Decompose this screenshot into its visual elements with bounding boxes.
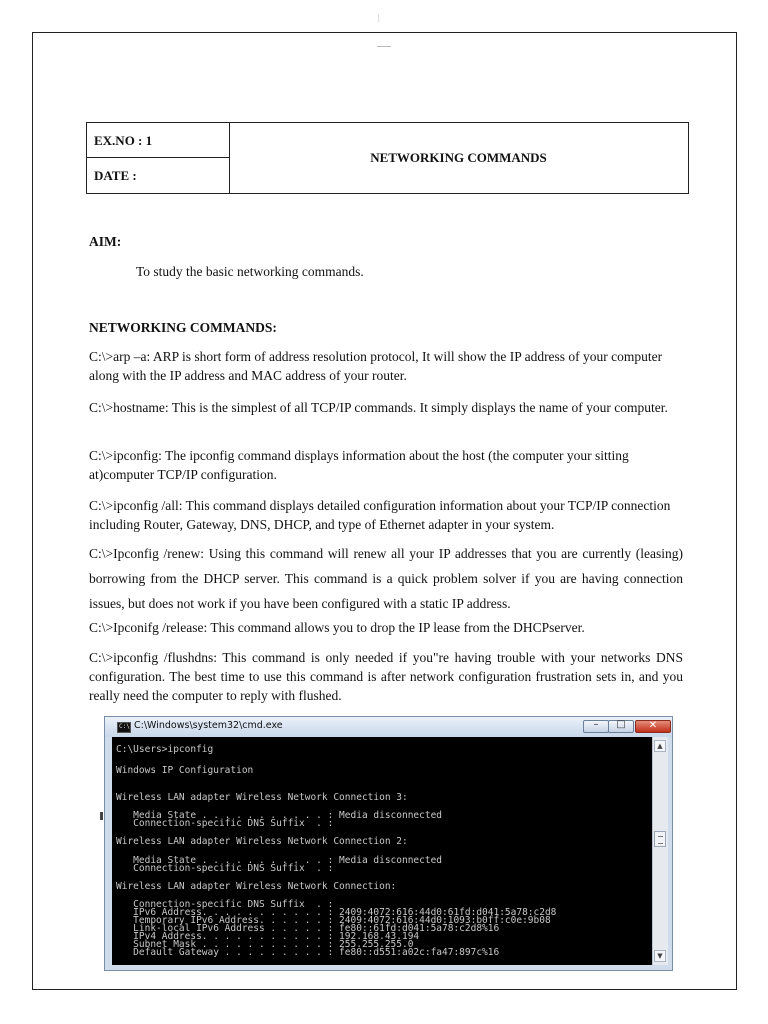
maximize-icon: □: [616, 719, 626, 730]
minimize-button[interactable]: [583, 720, 609, 733]
commands-heading: NETWORKING COMMANDS:: [89, 320, 277, 335]
top-mark: [378, 14, 379, 22]
maximize-button[interactable]: [608, 720, 634, 733]
scroll-thumb[interactable]: [654, 831, 666, 847]
cmd-app-icon: C:\: [117, 722, 131, 733]
cmd-window: [104, 716, 673, 971]
close-button[interactable]: [635, 720, 671, 733]
cmd-line: IPv4 Address. . . . . . . . . . . : 192.168.43.194: [116, 931, 420, 942]
paragraph-ipconfig: C:\>ipconfig: The ipconfig command displays information about the host (the computer your sitting at)computer TCP/IP configuration.: [89, 448, 629, 482]
cmd-line: Wireless LAN adapter Wireless Network Connection 3:: [116, 792, 408, 803]
paragraph-hostname: C:\>hostname: This is the simplest of all TCP/IP commands. It simply displays the name of your computer.: [89, 400, 668, 415]
cmd-line: Connection-specific DNS Suffix . :: [116, 863, 334, 874]
exno-label: EX.NO : 1: [87, 123, 229, 158]
close-icon: ✕: [648, 720, 658, 731]
cmd-line: Wireless LAN adapter Wireless Network Connection:: [116, 881, 397, 892]
cmd-scrollbar[interactable]: [652, 737, 668, 965]
paragraph-arp: C:\>arp –a: ARP is short form of address resolution protocol, It will show the IP address of your computer along with the IP address and MAC address of your router.: [89, 349, 663, 383]
cmd-line: Link-local IPv6 Address . . . . . : fe80::61fd:d041:5a78:c2d8%16: [116, 923, 500, 934]
cmd-line: Wireless LAN adapter Wireless Network Connection 2:: [116, 836, 408, 847]
paragraph-ipconfig-flushdns: C:\>ipconfig /flushdns: This command is only needed if you"re having trouble with your networks DNS configuration. The best time to use this command is after network configuration frustration sets in, and you really need the computer to reply with flushed.: [89, 650, 683, 703]
date-label: DATE :: [94, 168, 137, 183]
cmd-line: Connection-specific DNS Suffix . :: [116, 899, 334, 910]
minimize-icon: –: [593, 719, 599, 730]
cmd-line: Subnet Mask . . . . . . . . . . . : 255.255.255.0: [116, 939, 414, 950]
paragraph-ipconfig-renew: C:\>Ipconfig /renew: Using this command will renew all your IP addresses that you are currently (leasing) borrowing from the DHCP server. This command is a quick problem solver if you are having connection issues, but does not work if you have been configured with a static IP address.: [89, 546, 683, 611]
aim-heading: AIM:: [89, 234, 122, 249]
scroll-up-arrow-icon[interactable]: ▲: [654, 740, 666, 752]
cmd-line: Temporary IPv6 Address. . . . . . : 2409:4072:616:44d0:1093:b0ff:c0e:9b08: [116, 915, 551, 926]
cmd-line: Media State . . . . . . . . . . . : Media disconnected: [116, 810, 443, 821]
cmd-line: Connection-specific DNS Suffix . :: [116, 818, 334, 829]
cmd-output[interactable]: [112, 737, 652, 965]
header-left-column: [87, 123, 230, 193]
cmd-line: Default Gateway . . . . . . . . . : fe80::d551:a02c:fa47:897c%16: [116, 947, 500, 958]
header-table: [86, 122, 689, 194]
cmd-line: Windows IP Configuration: [116, 765, 254, 776]
experiment-title: NETWORKING COMMANDS: [370, 150, 547, 165]
cmd-line: C:\Users>ipconfig: [116, 744, 214, 755]
cmd-window-title: C:\Windows\system32\cmd.exe: [134, 720, 283, 731]
margin-mark: [100, 812, 103, 820]
cmd-titlebar: [105, 717, 672, 737]
scroll-down-arrow-icon[interactable]: ▼: [654, 950, 666, 962]
paragraph-ipconfig-release: C:\>Ipconifg /release: This command allows you to drop the IP lease from the DHCPserver.: [89, 620, 585, 635]
aim-text: To study the basic networking commands.: [136, 264, 364, 279]
paragraph-ipconfig-all: C:\>ipconfig /all: This command displays detailed configuration information about your TCP/IP connection including Router, Gateway, DNS, DHCP, and type of Ethernet adapter in your system.: [89, 498, 671, 532]
header-mark: [377, 46, 391, 47]
cmd-line: IPv6 Address. . . . . . . . . . . : 2409:4072:616:44d0:61fd:d041:5a78:c2d8: [116, 907, 557, 918]
cmd-line: Media State . . . . . . . . . . . : Media disconnected: [116, 855, 443, 866]
